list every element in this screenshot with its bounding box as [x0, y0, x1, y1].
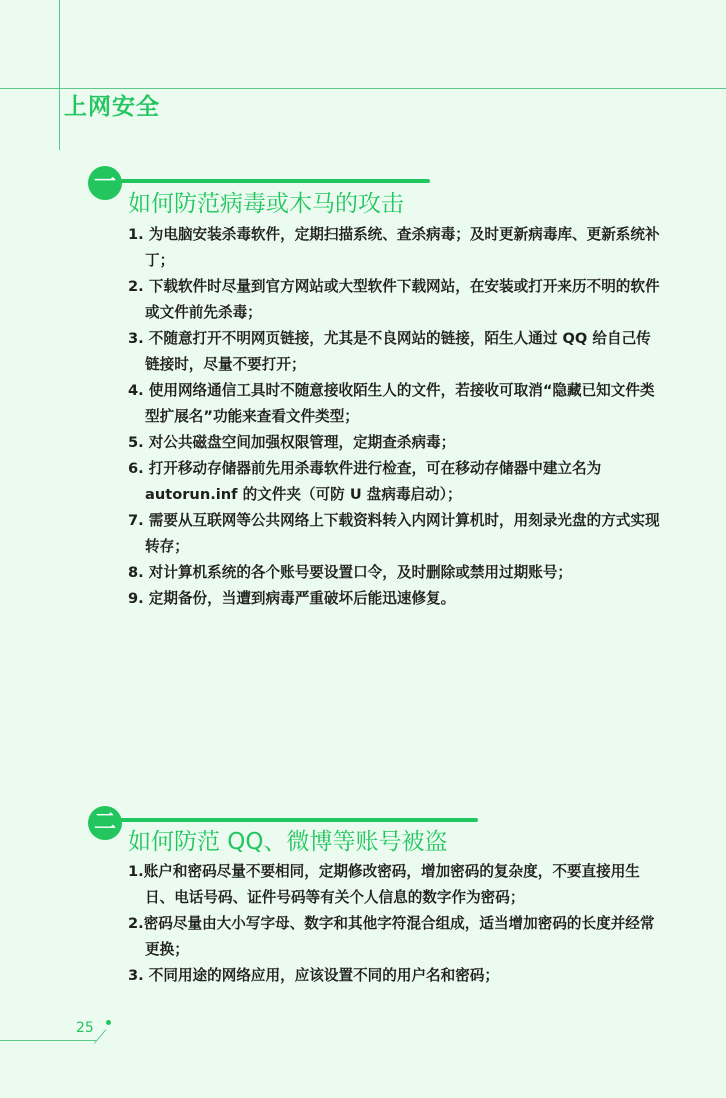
- section-number-badge: 二: [88, 806, 122, 840]
- list-item: 9. 定期备份，当遭到病毒严重破坏后能迅速修复。: [128, 590, 456, 607]
- chapter-title: 上网安全: [64, 94, 160, 120]
- footer-line: [0, 1040, 96, 1041]
- decor-vertical-line: [59, 0, 60, 150]
- section-number-badge: 一: [88, 166, 122, 200]
- section-list: [128, 222, 663, 612]
- list-item: 2. 下载软件时尽量到官方网站或大型软件下载网站，在安装或打开来历不明的软件或文件前先杀毒；: [128, 278, 660, 321]
- list-item: 7. 需要从互联网等公共网络上下载资料转入内网计算机时，用刻录光盘的方式实现转存；: [128, 512, 660, 555]
- list-item: 4. 使用网络通信工具时不随意接收陌生人的文件，若接收可取消“隐藏已知文件类型扩展名”功能来查看文件类型；: [128, 382, 655, 425]
- list-item: 8. 对计算机系统的各个账号要设置口令，及时删除或禁用过期账号；: [128, 564, 573, 581]
- list-item: 6. 打开移动存储器前先用杀毒软件进行检查，可在移动存储器中建立名为 autorun.inf 的文件夹（可防 U 盘病毒启动）；: [128, 460, 602, 503]
- list-item: 1. 为电脑安装杀毒软件，定期扫描系统、查杀病毒；及时更新病毒库、更新系统补丁；: [128, 226, 660, 269]
- page-number: 25: [76, 1020, 94, 1036]
- section-title-bar: [118, 818, 478, 822]
- section-title-bar: [118, 179, 430, 183]
- list-item: 3. 不随意打开不明网页链接，尤其是不良网站的链接，陌生人通过 QQ 给自己传链接时，尽量不要打开；: [128, 330, 651, 373]
- list-item: 2.密码尽量由大小写字母、数字和其他字符混合组成，适当增加密码的长度并经常更换；: [128, 915, 655, 958]
- footer-dot: [106, 1020, 111, 1025]
- section-title: 如何防范病毒或木马的攻击: [128, 191, 404, 217]
- section-list: [128, 859, 663, 989]
- list-item: 1.账户和密码尽量不要相同，定期修改密码，增加密码的复杂度，不要直接用生日、电话号码、证件号码等有关个人信息的数字作为密码；: [128, 863, 640, 906]
- footer-diagonal-line: [94, 1029, 106, 1043]
- list-item: 5. 对公共磁盘空间加强权限管理，定期查杀病毒；: [128, 434, 456, 451]
- list-item: 3. 不同用途的网络应用，应该设置不同的用户名和密码；: [128, 967, 500, 984]
- section-title: 如何防范 QQ、微博等账号被盗: [128, 829, 448, 855]
